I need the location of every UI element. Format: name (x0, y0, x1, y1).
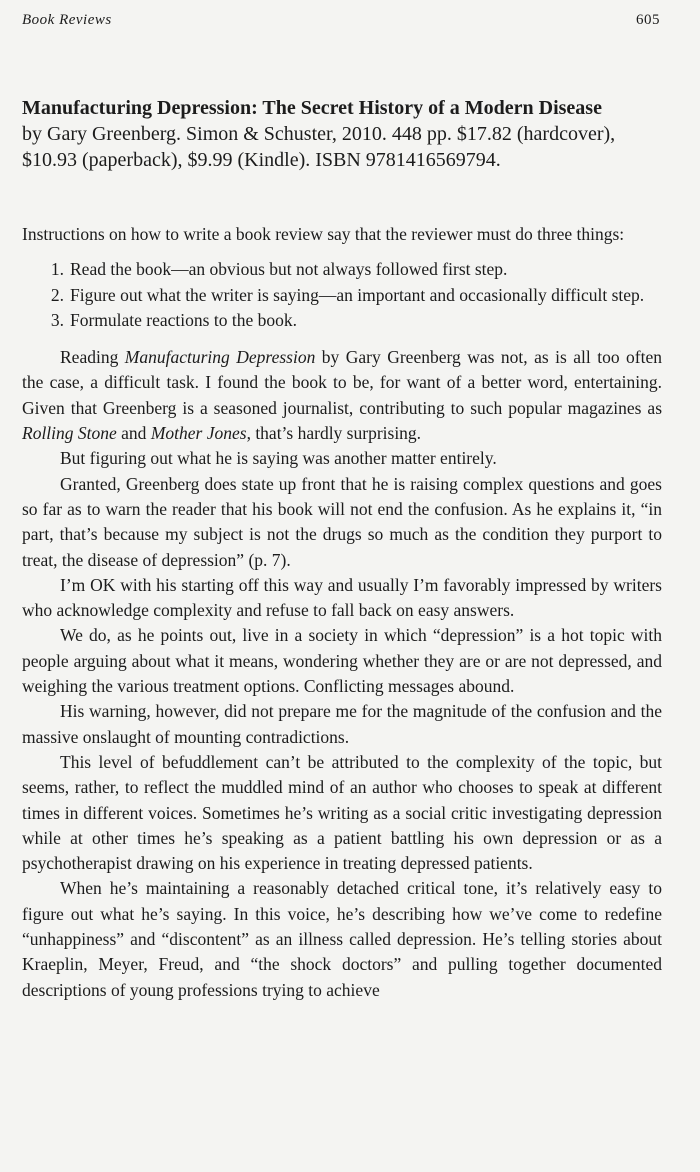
magazine-title: Mother Jones (150, 423, 247, 444)
book-citation (22, 95, 662, 173)
book-title: Manufacturing Depression: The Secret History of a Modern Disease (22, 97, 602, 119)
running-head (22, 12, 660, 29)
list-item (22, 257, 662, 282)
intro-paragraph: Instructions on how to write a book review say that the reviewer must do three things: (22, 224, 625, 244)
text-run: and (116, 423, 151, 444)
list-text: Read the book—an obvious but not always followed first step. (70, 259, 508, 280)
body-paragraph: We do, as he points out, live in a society in which “depression” is a hot topic with people arguing about what it means, wondering whether they are or are not depressed, and weighing the various treatment options. Conflicting messages abound. (22, 625, 662, 697)
text-run: , that’s hardly surprising. (246, 423, 422, 444)
review-body (22, 222, 662, 1003)
book-details: by Gary Greenberg. Simon & Schuster, 2010. 448 pp. $17.82 (hardcover), $10.93 (paperback), $9.99 (Kindle). ISBN 9781416569794. (22, 123, 616, 171)
list-item (22, 308, 662, 333)
steps-list (22, 257, 662, 333)
list-text: Formulate reactions to the book. (70, 309, 297, 330)
section-title: Book Reviews (22, 12, 112, 28)
text-run: by Gary Greenberg was not, as is all too often the case, a difficult task. I found the book to be, for want of a better word, entertaining. Given that Greenberg is a seasoned journalist, contributing to such popular magazines as (22, 347, 663, 418)
list-number: 3. (50, 309, 64, 330)
body-paragraph: When he’s maintaining a reasonably detached critical tone, it’s relatively easy to figure out what he’s saying. In this voice, he’s describing how we’ve come to redefine “unhappiness” and “discontent” as an illness called depression. He’s telling stories about Kraeplin, Meyer, Freud, and “the shock doctors” and pulling together documented descriptions of young professions trying to achieve (22, 878, 662, 1000)
body-paragraph: I’m OK with his starting off this way and usually I’m favorably impressed by writers who acknowledge complexity and refuse to fall back on easy answers. (22, 574, 662, 621)
page-number: 605 (636, 12, 660, 28)
body-paragraph: This level of befuddlement can’t be attributed to the complexity of the topic, but seems, rather, to reflect the muddled mind of an author who chooses to speak at different times in different voices. Sometimes he’s writing as a social critic investigating depression while at other times he’s speaking as a patient battling his own depression or as a psychotherapist drawing on his experience in treating depressed patients. (22, 751, 662, 874)
magazine-title: Rolling Stone (22, 423, 117, 444)
body-paragraph: His warning, however, did not prepare me for the magnitude of the confusion and the massive onslaught of mounting contradictions. (22, 701, 662, 747)
list-item (22, 283, 662, 308)
body-paragraph: But figuring out what he is saying was another matter entirely. (60, 448, 497, 469)
body-paragraph: Granted, Greenberg does state up front that he is raising complex questions and goes so far as to warn the reader that his book will not end the confusion. As he explains it, “in part, that’s because my subject is not the drugs so much as the condition they purport to treat, the disease of depression” (p. 7). (22, 473, 662, 570)
book-title-reference: Manufacturing Depression (124, 347, 316, 368)
text-run: Reading (60, 347, 125, 368)
list-number: 2. (50, 284, 64, 305)
list-number: 1. (50, 259, 64, 280)
body-paragraph (22, 345, 662, 446)
list-text: Figure out what the writer is saying—an important and occasionally difficult step. (70, 284, 645, 305)
